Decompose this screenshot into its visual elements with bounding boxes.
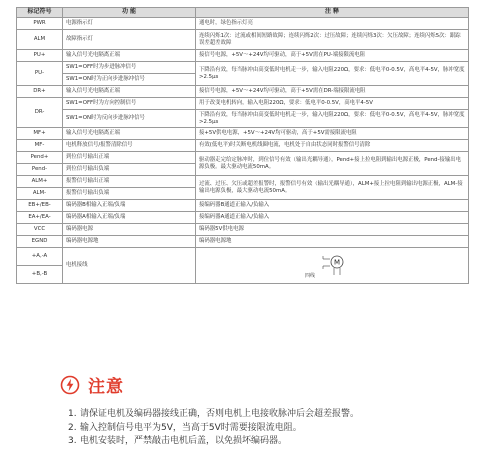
table-row [17, 110, 469, 128]
row-function: 故障指示灯 [63, 30, 196, 50]
table-row [17, 18, 469, 30]
row-symbol: +A,-A [17, 248, 63, 266]
notice-list [68, 408, 359, 449]
table-row [17, 200, 469, 212]
row-symbol: ALM- [17, 188, 63, 200]
notice-item: 3. 电机安装时，严禁敲击电机后盖，以免损坏编码器。 [68, 436, 288, 446]
notice-item: 1. 请保证电机及编码器接线正确，否则电机上电接收脉冲后会超差报警。 [68, 409, 360, 419]
row-note: 接+5V供电电源，+5V～+24V均可驱动，高于+5V需接限流电阻 [196, 128, 469, 140]
row-symbol: Pend- [17, 164, 63, 176]
row-symbol: EGND [17, 236, 63, 248]
notice-heading [60, 372, 124, 397]
row-function: 电机接线 [63, 248, 196, 284]
table-row [17, 86, 469, 98]
row-symbol: MF- [17, 140, 63, 152]
row-function: 编码器电源地 [63, 236, 196, 248]
row-note: 有效(低电平)时关断电机线圈电流，电机处于自由状态同时报警信号清除 [196, 140, 469, 152]
row-function: 电机释放信号/报警清除信号 [63, 140, 196, 152]
row-symbol: Pend+ [17, 152, 63, 164]
row-function: SW1=OFF时为方向控制信号 [63, 98, 196, 110]
row-symbol: DR- [17, 98, 63, 128]
notice-item: 2. 输入控制信号电平为5V，当高于5V时需要接限流电阻。 [68, 422, 302, 433]
row-symbol: EB+/EB- [17, 200, 63, 212]
table-row [17, 176, 469, 188]
row-note: 编码器5V供电电源 [196, 224, 469, 236]
motor-symbol-label: M [333, 258, 341, 267]
notice-title: 注意 [88, 377, 124, 397]
row-note: 通电时，绿色指示灯亮 [196, 18, 469, 30]
header-function: 功 能 [63, 8, 196, 18]
table-row [17, 62, 469, 74]
row-note: 编码器电源地 [196, 236, 469, 248]
row-function: 输入信号光电隔离正端 [63, 50, 196, 62]
table-row [17, 30, 469, 50]
row-note: 用于改变电机转向，输入电阻220Ω，要求：低电平0-0.5V，高电平4-5V [196, 98, 469, 110]
row-symbol: +B,-B [17, 266, 63, 284]
row-function: 报警信号输出负端 [63, 188, 196, 200]
table-row [17, 236, 469, 248]
table-row [17, 128, 469, 140]
row-symbol: MF+ [17, 128, 63, 140]
wire-type-label: 四线 [305, 273, 316, 279]
row-symbol: PU+ [17, 50, 63, 62]
row-function: 到位信号输出负端 [63, 164, 196, 176]
row-function: 输入信号光电隔离正端 [63, 86, 196, 98]
row-function: 编码器A相输入正端/负端 [63, 212, 196, 224]
row-function: SW1=ON时为正向步进脉冲信号 [63, 74, 196, 86]
table-row [17, 212, 469, 224]
table-header-row [17, 8, 469, 18]
row-function: 编码器B相输入正端/负端 [63, 200, 196, 212]
row-function: 编码器电源 [63, 224, 196, 236]
row-function: SW1=OFF时为步进脉冲信号 [63, 62, 196, 74]
row-note: 驱动器走完给定脉冲时，到位信号有效（输出光耦导通），Pend+接上拉电阻到输出电源正极，Pend-接输出电源负极。最大驱动电流50mA。 [196, 152, 469, 176]
spec-table [16, 7, 469, 284]
motor-wiring-diagram [199, 251, 465, 280]
row-note: 接信号电源，+5V～+24V均可驱动，高于+5V需在DR-端接限流电阻 [196, 86, 469, 98]
table-row [17, 152, 469, 164]
row-note: 接信号电源，+5V～+24V均可驱动，高于+5V需在PU-端接限流电阻 [196, 50, 469, 62]
table-row [17, 140, 469, 152]
row-function: 到位信号输出正端 [63, 152, 196, 164]
row-symbol: EA+/EA- [17, 212, 63, 224]
row-note: 过流、过压、欠压或超差报警时，报警信号有效（输出光耦导通），ALM+接上拉电阻到输出电源正极，ALM-接输出电源负极，最大驱动电流50mA。 [196, 176, 469, 200]
row-note: 接编码器A通道正输入/负输入 [196, 212, 469, 224]
row-note: 下降沿有效，每当脉冲由高变低时电机走一步，输入电阻220Ω，要求：低电平0-0.5V，高电平4-5V，脉冲宽度>2.5μs [196, 110, 469, 128]
row-function: 输入信号光电隔离正端 [63, 128, 196, 140]
row-symbol: VCC [17, 224, 63, 236]
warning-lightning-icon [60, 375, 80, 395]
row-symbol: DR+ [17, 86, 63, 98]
table-row [17, 98, 469, 110]
motor-wiring-cell [196, 248, 469, 284]
header-symbol: 标记符号 [17, 8, 63, 18]
row-symbol: ALM [17, 30, 63, 50]
motor-wiring-icon [299, 251, 359, 280]
header-notes: 注 释 [196, 8, 469, 18]
row-symbol: PU- [17, 62, 63, 86]
table-row [17, 248, 469, 266]
row-note: 接编码器B通道正输入/负输入 [196, 200, 469, 212]
table-row [17, 50, 469, 62]
table-row [17, 224, 469, 236]
row-symbol: PWR [17, 18, 63, 30]
row-note: 连续闪烁1次：过流或相间短路故障；连续闪烁2次：过压故障；连续闪烁3次：欠压故障；连续闪烁5次：跟踪误差超差故障 [196, 30, 469, 50]
row-function: 报警信号输出正端 [63, 176, 196, 188]
row-function: SW1=ON时为反向步进脉冲信号 [63, 110, 196, 128]
row-function: 电源指示灯 [63, 18, 196, 30]
row-symbol: ALM+ [17, 176, 63, 188]
row-note: 下降沿有效，每当脉冲由高变低时电机走一步，输入电阻220Ω，要求：低电平0-0.5V，高电平4-5V，脉冲宽度>2.5μs [196, 62, 469, 86]
